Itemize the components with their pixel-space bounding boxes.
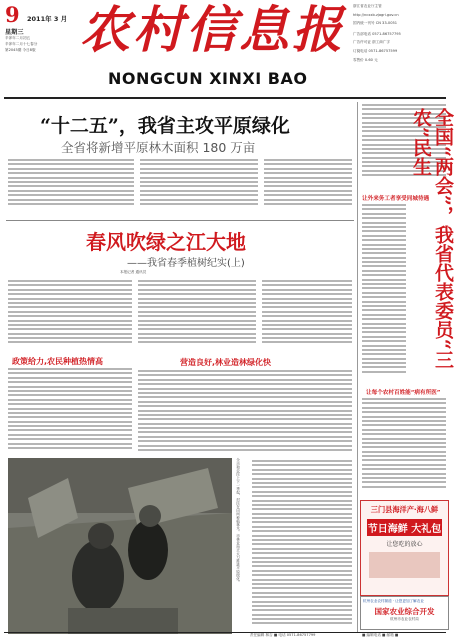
lunar-date-2: 辛卯年二月十七春分 [5, 42, 38, 46]
sidebar-body-1 [362, 204, 406, 382]
lunar-date-1: 辛卯年二月初五 [5, 36, 31, 40]
info-line: 国内统一刊号 CN 33-0051 [353, 21, 398, 26]
info-line: 广告许可证 浙工商广字 [353, 40, 391, 45]
story2-body-col1b [8, 368, 132, 456]
issue-date: 2011年 3 月 [27, 15, 68, 23]
story2-section-head-1: 政策给力,农民种植热情高 [12, 357, 104, 366]
seafood-ad [360, 500, 449, 596]
lead-body-mid [140, 159, 258, 213]
issue-number: 第2045期 今日8版 [5, 48, 36, 52]
lead-subhead: 全省将新增平原林木面积 180 万亩 [61, 140, 256, 155]
ad-sub: 让您吃的放心 [386, 541, 423, 548]
lead-body-right [264, 159, 352, 213]
story2-body-col3 [262, 280, 352, 350]
sidebar-column-title: 全国“两会”，我省代表委员“三农”民生 [410, 108, 454, 369]
story2-byline: 本报记者 通讯员 [120, 270, 147, 274]
story2-body-col2b [138, 370, 352, 458]
photo-side-text [252, 460, 352, 630]
sidebar-subhead-2: 让每个农村百姓能“病有所医” [366, 390, 441, 396]
info-line: 浙江省农业厅主管 [353, 4, 382, 8]
info-line: 订阅电话 0571-86757599 [353, 48, 398, 53]
sidebar-body-2 [362, 398, 446, 496]
photo-caption-text: 全市和农民上下一季起，村民在田间种植林木。市林业局正大力推进平原绿化。 [236, 458, 241, 584]
weekday: 星期三 [5, 29, 24, 36]
masthead-rule [4, 97, 446, 99]
sidebar-subhead-1: 让外来务工者享受同城待遇 [362, 196, 430, 202]
info-line: 零售价 0.60 元 [353, 57, 378, 62]
footer-bottom: ■ 编辑电话 ■ 邮箱 ■ [362, 633, 399, 637]
photo-image [8, 458, 232, 634]
photo-caption [236, 458, 248, 634]
lead-divider [6, 220, 354, 221]
lead-headline: “十二五”，我省主攻平原绿化 [40, 115, 290, 137]
ad-tagline: 节日海鲜 大礼包 [367, 519, 442, 536]
story2-body-col2 [138, 280, 256, 350]
ad-stripe [369, 552, 440, 578]
ad-footer-3: 杭州市农业农村局 [390, 616, 419, 621]
story2-body-col1 [8, 280, 132, 350]
footer-editor: 责任编辑 林吉 ■ 电话 0571-86757799 [250, 633, 316, 637]
masthead-info [353, 4, 448, 62]
ad-footer-1: 杭州农业农村频道 · 让您更加了解农业 [363, 599, 424, 603]
info-line: http://ncxxb.zjagri.gov.cn [353, 12, 399, 17]
ad-brand: 三门县海洋产·海八鲜 [370, 505, 439, 514]
sidebar-divider [357, 102, 358, 632]
page-number: 9 [5, 2, 20, 27]
channel-ad [360, 596, 449, 630]
news-photo [8, 458, 232, 634]
masthead [0, 0, 450, 100]
story2-section-head-2: 营造良好,林业造林绿化快 [180, 358, 272, 367]
story2-subhead: ——我省春季植树纪实(上) [127, 258, 245, 269]
story2-headline: 春风吹绿之江大地 [86, 230, 246, 254]
info-line: 广告部电话 0571-86757795 [353, 31, 401, 36]
newspaper-pinyin: NONGCUN XINXI BAO [108, 69, 308, 88]
lead-body-left [8, 159, 134, 213]
ad-footer-2: 国家农业综合开发 [374, 606, 435, 616]
newspaper-title: 农村信息报 [80, 0, 345, 59]
